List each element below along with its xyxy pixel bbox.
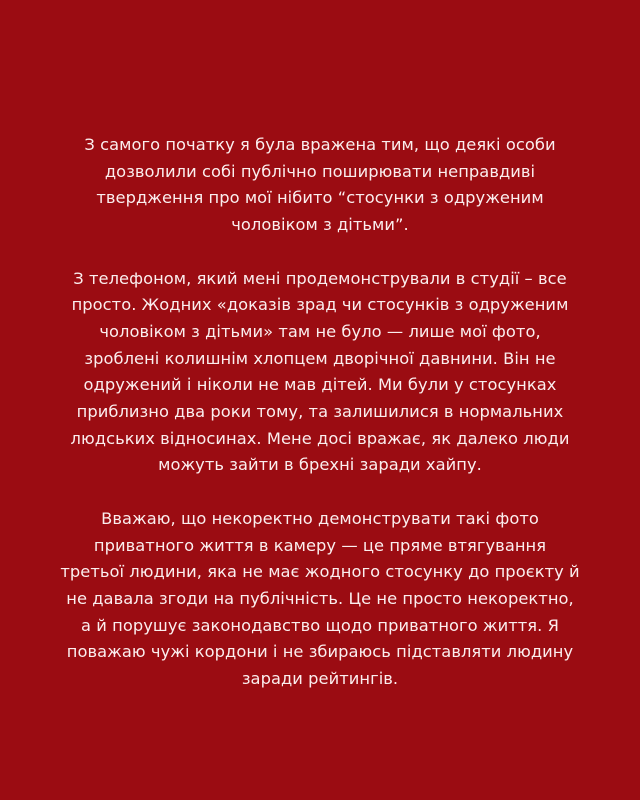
paragraph-intro: З самого початку я була вражена тим, що деякі особи дозволили собі публічно поширювати неправдиві твердження про мої нібито “стосунки з одруженим чоловіком з дітьми”. <box>84 135 556 235</box>
statement-text <box>60 132 580 693</box>
paragraph-privacy: Вважаю, що некоректно демонструвати такі фото приватного життя в камеру — це пряме втягування третьої людини, яка не має жодного стосунку до проєкту й не давала згоди на публічність. Це не просто некоректно, а й порушує законодавство щодо приватного життя. Я поважаю чужі кордони і не збираюсь підставляти людину заради рейтингів. <box>60 508 580 689</box>
paragraph-phone-evidence: З телефоном, який мені продемонстрували в студії – все просто. Жодних «доказів зрад чи стосунків з одруженим чоловіком з дітьми» там не було — лише мої фото, зроблені колишнім хлопцем дворічної давнини. Він не одружений і ніколи не мав дітей. Ми були у стосунках приблизно два роки тому, та залишилися в нормальних людських відносинах. Мене досі вражає, як далеко люди можуть зайти в брехні заради хайпу. <box>70 268 570 475</box>
